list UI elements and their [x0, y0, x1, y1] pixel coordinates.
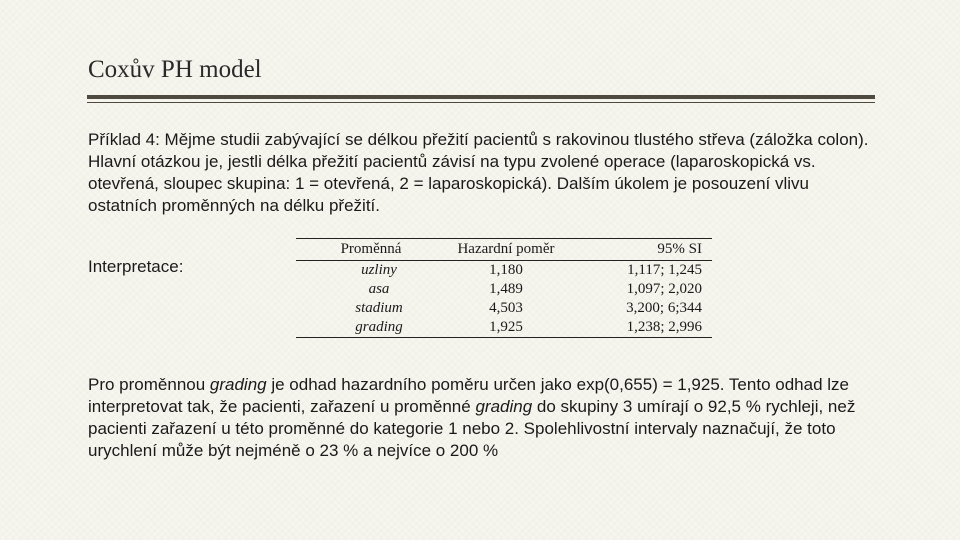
cell-variable: stadium: [355, 300, 403, 316]
table-row: [296, 299, 712, 318]
cell-hazard-ratio: 4,503: [489, 300, 523, 316]
table-row: [296, 280, 712, 299]
cell-variable: grading: [296, 318, 446, 338]
cell-hazard-ratio: 1,489: [489, 281, 523, 297]
cell-ci: 1,238; 2,996: [566, 318, 712, 338]
cell-variable: uzliny: [361, 262, 397, 278]
title-divider-thick: [87, 95, 875, 99]
cell-variable: asa: [368, 281, 390, 297]
table-header-row: [296, 239, 712, 261]
result-text-part: Pro proměnnou: [88, 375, 210, 394]
cell-hazard-ratio: 1,180: [489, 262, 523, 278]
header-hazard-ratio: Hazardní poměr: [446, 239, 566, 261]
result-variable-name: grading: [475, 397, 533, 416]
title-divider-thin: [87, 102, 875, 103]
table-row: [296, 261, 712, 281]
cell-ci: 1,117; 1,245: [627, 262, 702, 278]
slide-title: Coxův PH model: [88, 56, 262, 83]
result-text-part: do skupiny 3 umírají o 92,5 % rychleji, než pacienti zařazení u této proměnné do kategorie 1 nebo 2. Spolehlivostní intervaly naznačují, že toto urychlení může být nejméně o 23 % a nejvíce o 200 %: [88, 397, 856, 460]
result-text-part: je odhad hazardního poměru určen jako exp(0,655) = 1,925. Tento odhad lze interpretovat tak, že pacienti, zařazení u proměnné: [88, 375, 849, 416]
cell-hazard-ratio: 1,925: [446, 318, 566, 338]
result-paragraph: [88, 374, 888, 462]
cell-ci: 1,097; 2,020: [626, 281, 702, 297]
header-variable: Proměnná: [296, 239, 446, 261]
header-ci: 95% SI: [566, 239, 712, 261]
hazard-ratio-table: [296, 238, 712, 338]
example-paragraph: Příklad 4: Mějme studii zabývající se délkou přežití pacientů s rakovinou tlustého střeva (záložka colon). Hlavní otázkou je, jestli délka přežití pacientů závisí na typu zvolené operace (laparoskopická vs. otevřená, sloupec skupina: 1 = otevřená, 2 = laparoskopická). Dalším úkolem je posouzení vlivu ostatních proměnných na délku přežití.: [88, 130, 869, 215]
cell-ci: 3,200; 6;344: [626, 300, 702, 316]
result-variable-name: grading: [209, 375, 267, 394]
table-row: [296, 318, 712, 338]
interpretation-label: Interpretace:: [88, 257, 184, 276]
